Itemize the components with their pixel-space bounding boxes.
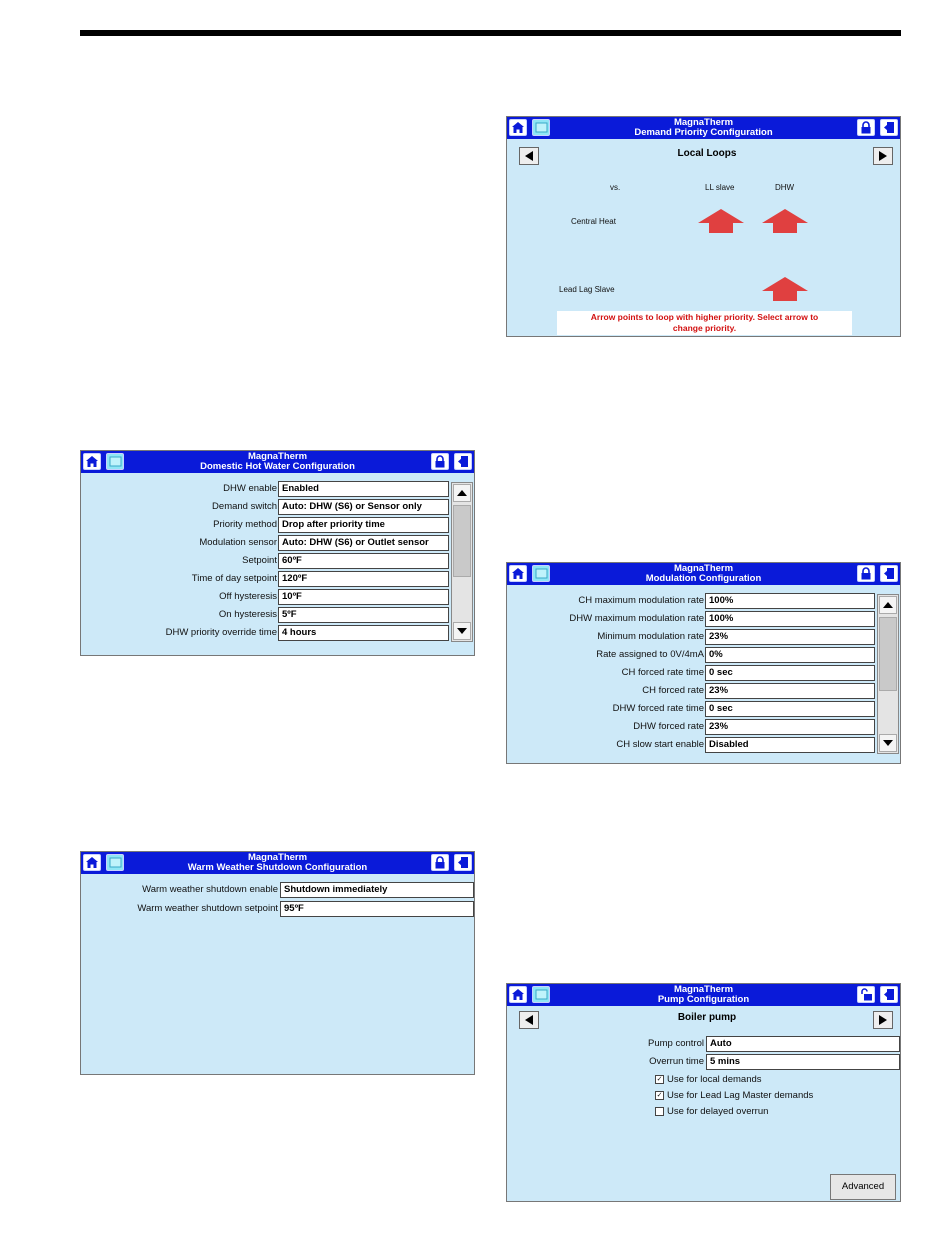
priority-method-field[interactable]: Drop after priority time — [278, 517, 449, 533]
priority-arrow-ch-vs-llslave[interactable] — [698, 209, 744, 233]
mod-row — [507, 719, 875, 736]
warm-screen-title: Warm Weather Shutdown Configuration — [187, 862, 368, 873]
row-central-heat: Central Heat — [571, 217, 616, 226]
demand-app-title: MagnaTherm — [673, 117, 734, 128]
screen-button[interactable] — [106, 453, 124, 470]
dhw-row-label: DHW enable — [223, 483, 277, 494]
dhw-row — [81, 625, 449, 642]
scroll-down-button[interactable] — [453, 622, 471, 640]
scroll-up-button[interactable] — [879, 596, 897, 614]
screen-icon — [535, 989, 548, 1000]
mod-row — [507, 737, 875, 754]
row-lead-lag-slave: Lead Lag Slave — [559, 285, 615, 294]
pump-header — [507, 984, 900, 1006]
pump-screen-title: Pump Configuration — [657, 994, 750, 1005]
ch-slow-start-field[interactable]: Disabled — [705, 737, 875, 753]
home-button[interactable] — [509, 119, 527, 136]
col-dhw: DHW — [775, 183, 795, 192]
dhw-app-title: MagnaTherm — [247, 451, 308, 462]
home-icon — [85, 856, 99, 869]
scroll-down-button[interactable] — [879, 734, 897, 752]
mod-row — [507, 665, 875, 682]
demand-header — [507, 117, 900, 139]
screen-button[interactable] — [106, 854, 124, 871]
prev-pump-button[interactable] — [519, 1011, 539, 1029]
dhw-row — [81, 535, 449, 552]
dhw-row — [81, 571, 449, 588]
delayed-overrun-checkbox[interactable] — [655, 1106, 768, 1117]
lock-icon — [434, 856, 446, 869]
left-arrow-icon — [525, 151, 533, 161]
pump-row — [507, 1054, 900, 1071]
mod-row-label: CH maximum modulation rate — [578, 595, 704, 606]
dhw-row-label: Demand switch — [212, 501, 277, 512]
modulation-panel — [506, 562, 901, 764]
dhw-row-label: Time of day setpoint — [191, 573, 277, 584]
checkbox-label: Use for local demands — [667, 1074, 762, 1085]
dhw-row — [81, 517, 449, 534]
demand-screen-title: Demand Priority Configuration — [634, 127, 773, 138]
dhw-forced-time-field[interactable]: 0 sec — [705, 701, 875, 717]
right-arrow-icon — [879, 151, 887, 161]
shutdown-enable-field[interactable]: Shutdown immediately — [280, 882, 474, 898]
checkbox-label: Use for delayed overrun — [667, 1106, 769, 1117]
exit-icon — [883, 988, 895, 1001]
left-arrow-icon — [525, 1015, 533, 1025]
warm-row-label: Warm weather shutdown enable — [142, 884, 278, 895]
exit-icon — [883, 121, 895, 134]
shutdown-setpoint-field[interactable]: 95ºF — [280, 901, 474, 917]
unlock-icon — [860, 988, 873, 1001]
prev-loop-button[interactable] — [519, 147, 539, 165]
on-hysteresis-field[interactable]: 5ºF — [278, 607, 449, 623]
warm-row — [81, 901, 474, 918]
local-demands-checkbox[interactable] — [655, 1074, 762, 1085]
lock-icon — [434, 455, 446, 468]
priority-override-field[interactable]: 4 hours — [278, 625, 449, 641]
dhw-row-label: Priority method — [213, 519, 277, 530]
lock-button[interactable] — [857, 565, 875, 582]
scroll-thumb[interactable] — [453, 505, 471, 577]
checkbox-label: Use for Lead Lag Master demands — [667, 1090, 814, 1101]
dhw-row — [81, 589, 449, 606]
dhw-enable-field[interactable]: Enabled — [278, 481, 449, 497]
dhw-row-label: On hysteresis — [218, 609, 277, 620]
right-arrow-icon — [879, 1015, 887, 1025]
home-button[interactable] — [509, 565, 527, 582]
home-icon — [85, 455, 99, 468]
ch-forced-rate-field[interactable]: 23% — [705, 683, 875, 699]
mod-row — [507, 647, 875, 664]
tod-setpoint-field[interactable]: 120ºF — [278, 571, 449, 587]
priority-note: Arrow points to loop with higher priority. Select arrow to change priority. — [557, 311, 852, 335]
mod-row-label: CH forced rate time — [621, 667, 704, 678]
dhw-header — [81, 451, 474, 473]
exit-icon — [457, 455, 469, 468]
modulation-header — [507, 563, 900, 585]
loop-title: Local Loops — [677, 148, 737, 159]
exit-button[interactable] — [454, 854, 472, 871]
checkbox-mark[interactable]: ✓ — [656, 1075, 663, 1083]
warm-header — [81, 852, 474, 874]
exit-button[interactable] — [880, 986, 898, 1003]
up-arrow-icon — [457, 490, 467, 496]
pump-row-label: Pump control — [648, 1038, 704, 1049]
priority-arrow-ch-vs-dhw[interactable] — [762, 209, 808, 233]
screen-button[interactable] — [532, 986, 550, 1003]
down-arrow-icon — [457, 628, 467, 634]
scroll-up-button[interactable] — [453, 484, 471, 502]
pump-title: Boiler pump — [677, 1012, 737, 1023]
setpoint-field[interactable]: 60ºF — [278, 553, 449, 569]
vs-label: vs. — [610, 183, 621, 192]
ch-forced-time-field[interactable]: 0 sec — [705, 665, 875, 681]
checkbox-mark[interactable] — [655, 1107, 664, 1116]
dhw-row — [81, 553, 449, 570]
lock-button[interactable] — [857, 119, 875, 136]
dhw-screen-title: Domestic Hot Water Configuration — [200, 461, 355, 472]
scroll-thumb[interactable] — [879, 617, 897, 691]
page-top-rule — [80, 30, 901, 36]
dhw-row-label: Setpoint — [242, 555, 277, 566]
next-pump-button[interactable] — [873, 1011, 893, 1029]
exit-button[interactable] — [880, 119, 898, 136]
exit-icon — [457, 856, 469, 869]
ch-max-mod-field[interactable]: 100% — [705, 593, 875, 609]
screen-icon — [535, 122, 548, 133]
up-arrow-icon — [883, 602, 893, 608]
mod-row — [507, 611, 875, 628]
dhw-forced-rate-field[interactable]: 23% — [705, 719, 875, 735]
lead-lag-master-checkbox[interactable] — [655, 1090, 813, 1101]
screen-icon — [109, 857, 122, 868]
pump-app-title: MagnaTherm — [673, 984, 734, 995]
mod-app-title: MagnaTherm — [673, 563, 734, 574]
home-icon — [511, 567, 525, 580]
mod-screen-title: Modulation Configuration — [645, 573, 762, 584]
next-loop-button[interactable] — [873, 147, 893, 165]
min-mod-field[interactable]: 23% — [705, 629, 875, 645]
mod-row — [507, 593, 875, 610]
mod-row-label: CH forced rate — [642, 685, 704, 696]
dhw-row-label: Off hysteresis — [219, 591, 277, 602]
mod-row-label: Minimum modulation rate — [597, 631, 704, 642]
home-icon — [511, 988, 525, 1001]
home-button[interactable] — [83, 453, 101, 470]
screen-icon — [535, 568, 548, 579]
screen-button[interactable] — [532, 119, 550, 136]
lock-button[interactable] — [431, 453, 449, 470]
dhw-row — [81, 481, 449, 498]
mod-row — [507, 629, 875, 646]
rate-0v-field[interactable]: 0% — [705, 647, 875, 663]
dhw-row — [81, 499, 449, 516]
col-ll-slave: LL slave — [705, 183, 735, 192]
dhw-row-label: DHW priority override time — [165, 627, 277, 638]
unlock-button[interactable] — [857, 986, 875, 1003]
mod-row-label: Rate assigned to 0V/4mA — [596, 649, 704, 660]
dhw-row-label: Modulation sensor — [199, 537, 277, 548]
mod-row-label: CH slow start enable — [616, 739, 704, 750]
mod-row-label: DHW forced rate time — [612, 703, 704, 714]
home-icon — [511, 121, 525, 134]
lock-button[interactable] — [431, 854, 449, 871]
exit-icon — [883, 567, 895, 580]
advanced-button[interactable]: Advanced — [830, 1174, 896, 1200]
off-hysteresis-field[interactable]: 10ºF — [278, 589, 449, 605]
mod-row — [507, 701, 875, 718]
down-arrow-icon — [883, 740, 893, 746]
pump-row-label: Overrun time — [649, 1056, 704, 1067]
warm-app-title: MagnaTherm — [247, 852, 308, 863]
warm-weather-panel — [80, 851, 475, 1075]
dhw-config-panel — [80, 450, 475, 656]
exit-button[interactable] — [454, 453, 472, 470]
pump-control-field[interactable]: Auto — [706, 1036, 900, 1052]
demand-switch-field[interactable]: Auto: DHW (S6) or Sensor only — [278, 499, 449, 515]
priority-arrow-llslave-vs-dhw[interactable] — [762, 277, 808, 301]
home-button[interactable] — [509, 986, 527, 1003]
mod-row-label: DHW maximum modulation rate — [569, 613, 704, 624]
mod-row — [507, 683, 875, 700]
warm-row — [81, 882, 474, 899]
pump-panel — [506, 983, 901, 1202]
mod-scrollbar[interactable] — [877, 594, 899, 754]
screen-icon — [109, 456, 122, 467]
lock-icon — [860, 567, 872, 580]
modulation-sensor-field[interactable]: Auto: DHW (S6) or Outlet sensor — [278, 535, 449, 551]
warm-row-label: Warm weather shutdown setpoint — [137, 903, 278, 914]
mod-row-label: DHW forced rate — [633, 721, 704, 732]
dhw-row — [81, 607, 449, 624]
lock-icon — [860, 121, 872, 134]
pump-row — [507, 1036, 900, 1053]
dhw-max-mod-field[interactable]: 100% — [705, 611, 875, 627]
dhw-scrollbar[interactable] — [451, 482, 473, 642]
home-button[interactable] — [83, 854, 101, 871]
screen-button[interactable] — [532, 565, 550, 582]
demand-priority-panel — [506, 116, 901, 337]
checkbox-mark[interactable]: ✓ — [656, 1091, 663, 1099]
overrun-time-field[interactable]: 5 mins — [706, 1054, 900, 1070]
exit-button[interactable] — [880, 565, 898, 582]
